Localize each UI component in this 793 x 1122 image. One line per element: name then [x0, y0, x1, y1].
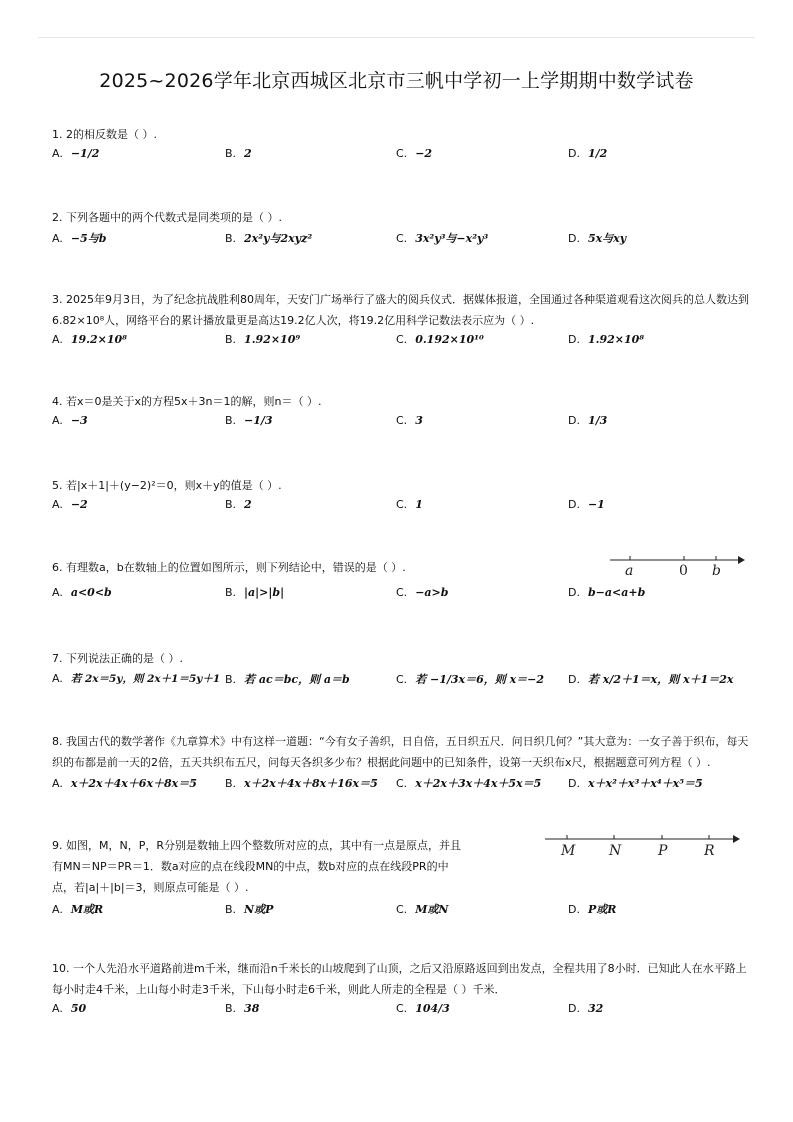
- option-c[interactable]: C. −a>b: [396, 586, 449, 599]
- option-c[interactable]: C. M或N: [396, 903, 449, 916]
- option-value: |a|>|b|: [244, 586, 285, 599]
- option-d[interactable]: D. 1/2: [568, 147, 608, 160]
- option-b[interactable]: B. 2: [225, 498, 252, 511]
- option-value: M或N: [415, 903, 449, 916]
- option-a[interactable]: A. 19.2×10⁸: [52, 333, 127, 346]
- option-value: −5与b: [70, 232, 107, 245]
- question-2: [52, 207, 753, 252]
- option-value: 3: [415, 414, 423, 427]
- option-b[interactable]: B. 2: [225, 147, 252, 160]
- option-a[interactable]: A. 若 2x＝5y，则 2x＋1＝5y＋1: [52, 672, 221, 685]
- option-value: 2: [244, 498, 252, 511]
- option-value: 2x²y与2xyz²: [244, 232, 313, 245]
- question-stem: 4. 若x＝0是关于x的方程5x＋3n＝1的解，则n＝（ ）.: [52, 395, 322, 408]
- option-b[interactable]: B. 1.92×10⁹: [225, 333, 301, 346]
- question-10: [52, 958, 753, 1024]
- option-value: 104/3: [415, 1002, 450, 1015]
- option-b[interactable]: B. x＋2x＋4x＋8x＋16x＝5: [225, 777, 378, 790]
- option-a[interactable]: A. −1/2: [52, 147, 100, 160]
- option-a[interactable]: A. −3: [52, 414, 88, 427]
- option-value: a<0<b: [70, 586, 112, 599]
- option-value: 2: [244, 147, 252, 160]
- option-a[interactable]: A. M或R: [52, 903, 104, 916]
- option-value: 1.92×10⁸: [587, 333, 645, 346]
- option-value: 1: [415, 498, 423, 511]
- question-stem: 7. 下列说法正确的是（ ）.: [52, 652, 183, 665]
- option-value: P或R: [587, 903, 617, 916]
- question-stem: 6. 有理数a，b在数轴上的位置如图所示，则下列结论中，错误的是（ ）.: [52, 561, 406, 574]
- option-d[interactable]: D. b−a<a+b: [568, 586, 646, 599]
- option-d[interactable]: D. P或R: [568, 903, 617, 916]
- options-row: [52, 498, 753, 520]
- question-stem: 5. 若|x＋1|＋(y−2)²＝0，则x＋y的值是（ ）.: [52, 479, 282, 492]
- option-value: 32: [587, 1002, 604, 1015]
- label-m: M: [561, 843, 576, 859]
- question-stem: 3. 2025年9月3日，为了纪念抗战胜利80周年，天安门广场举行了盛大的阅兵仪式．据媒体报道，全国通过各种渠道观看这次阅兵的总人数达到6.82×10⁸人，网络平台的累计播放量更是高达19.2亿人次，将19.2亿用科学记数法表示应为（ ）.: [52, 293, 749, 327]
- option-a[interactable]: A. −5与b: [52, 232, 107, 245]
- question-3: [52, 289, 753, 355]
- question-1: [52, 124, 753, 169]
- option-b[interactable]: B. −1/3: [225, 414, 273, 427]
- label-zero: 0: [679, 563, 688, 579]
- question-stem: 1. 2的相反数是（ ）.: [52, 128, 157, 141]
- option-value: 若 2x＝5y，则 2x＋1＝5y＋1: [70, 673, 221, 685]
- option-c[interactable]: C. 1: [396, 498, 423, 511]
- question-stem: 8. 我国古代的数学著作《九章算术》中有这样一道题：“今有女子善织，日自倍，五日织五尺．问日织几何？”其大意为：一女子善于织布，每天织的布都是前一天的2倍，五天共织布五尺，问每天各织多少布？根据此问题中的已知条件，设第一天织布x尺，根据题意可列方程（ ）.: [52, 735, 749, 769]
- option-c[interactable]: C. 104/3: [396, 1002, 450, 1015]
- option-value: b−a<a+b: [587, 586, 646, 599]
- question-7: [52, 648, 753, 693]
- option-b[interactable]: B. |a|>|b|: [225, 586, 285, 599]
- question-4: [52, 391, 753, 436]
- option-value: 0.192×10¹⁰: [415, 333, 484, 346]
- options-row: [52, 1002, 753, 1024]
- option-value: 19.2×10⁸: [70, 333, 127, 346]
- option-d[interactable]: D. 若 x/2＋1＝x，则 x＋1＝2x: [568, 673, 734, 686]
- label-n: N: [609, 843, 622, 859]
- question-stem: 9. 如图，M，N，P，R分别是数轴上四个整数所对应的点，其中有一点是原点，并且有MN＝NP＝PR＝1．数a对应的点在线段MN的中点，数b对应的点在线段PR的中点，若|a|＋|b|＝3，则原点可能是（ ）.: [52, 839, 461, 894]
- option-a[interactable]: A. a<0<b: [52, 586, 112, 599]
- options-row: [52, 901, 753, 923]
- option-value: x＋2x＋3x＋4x＋5x＝5: [415, 777, 542, 790]
- options-row: [52, 671, 753, 693]
- option-d[interactable]: D. 5x与xy: [568, 232, 627, 245]
- option-b[interactable]: B. 2x²y与2xyz²: [225, 232, 313, 245]
- option-d[interactable]: D. −1: [568, 498, 605, 511]
- label-r: R: [704, 843, 715, 859]
- option-c[interactable]: C. 若 −1/3x＝6，则 x＝−2: [396, 673, 545, 686]
- label-b: b: [712, 563, 721, 579]
- option-value: −2: [70, 498, 88, 511]
- option-value: −a>b: [415, 586, 449, 599]
- axis-arrow-icon: [738, 556, 745, 564]
- options-row: [52, 586, 753, 608]
- option-d[interactable]: D. 1.92×10⁸: [568, 333, 645, 346]
- axis-arrow-icon: [733, 835, 740, 843]
- option-c[interactable]: C. −2: [396, 147, 433, 160]
- option-value: −2: [415, 147, 433, 160]
- option-value: −1/3: [244, 414, 273, 427]
- option-a[interactable]: A. −2: [52, 498, 88, 511]
- header-divider: [38, 37, 755, 38]
- option-d[interactable]: D. 32: [568, 1002, 604, 1015]
- options-row: [52, 147, 753, 169]
- option-value: 38: [244, 1002, 260, 1015]
- option-value: 若 x/2＋1＝x，则 x＋1＝2x: [587, 673, 734, 686]
- options-row: [52, 333, 753, 355]
- option-b[interactable]: B. N或P: [225, 903, 274, 916]
- option-d[interactable]: D. x＋x²＋x³＋x⁴＋x⁵＝5: [568, 777, 703, 790]
- option-value: N或P: [244, 903, 274, 916]
- option-c[interactable]: C. 0.192×10¹⁰: [396, 333, 484, 346]
- question-9-options: [52, 899, 753, 923]
- option-value: 50: [70, 1002, 87, 1015]
- number-line-figure-q6: [608, 550, 748, 580]
- option-value: −3: [70, 414, 88, 427]
- option-a[interactable]: A. x＋2x＋4x＋6x＋8x＝5: [52, 777, 197, 790]
- option-a[interactable]: A. 50: [52, 1002, 87, 1015]
- number-line-figure-q9: [543, 830, 743, 860]
- option-d[interactable]: D. 1/3: [568, 414, 608, 427]
- option-b[interactable]: B. 38: [225, 1002, 260, 1015]
- option-value: 3x²y³与−x²y³: [415, 232, 489, 245]
- option-value: 若 −1/3x＝6，则 x＝−2: [415, 673, 545, 686]
- question-8: [52, 731, 753, 797]
- option-value: 若 ac＝bc，则 a＝b: [244, 673, 350, 686]
- option-c[interactable]: C. 3x²y³与−x²y³: [396, 232, 489, 245]
- option-value: 1/3: [587, 414, 608, 427]
- option-value: x＋2x＋4x＋6x＋8x＝5: [70, 777, 197, 790]
- page-title: 2025~2026学年北京西城区北京市三帆中学初一上学期期中数学试卷: [99, 70, 694, 92]
- options-row: [52, 414, 753, 436]
- option-value: 1.92×10⁹: [244, 333, 301, 346]
- options-row: [52, 230, 753, 252]
- question-5: [52, 475, 753, 520]
- option-value: 1/2: [587, 147, 608, 160]
- option-value: x＋x²＋x³＋x⁴＋x⁵＝5: [587, 777, 703, 790]
- option-value: 5x与xy: [587, 232, 627, 245]
- option-value: M或R: [70, 903, 104, 916]
- label-a: a: [625, 563, 634, 579]
- option-value: x＋2x＋4x＋8x＋16x＝5: [244, 777, 378, 790]
- option-b[interactable]: B. 若 ac＝bc，则 a＝b: [225, 673, 350, 686]
- label-p: P: [658, 843, 668, 859]
- question-stem: 10. 一个人先沿水平道路前进m千米，继而沿n千米长的山坡爬到了山顶，之后又沿原路返回到出发点，全程共用了8小时．已知此人在水平路上每小时走4千米，上山每小时走3千米，下山每小时走6千米，则此人所走的全程是（ ）千米．: [52, 962, 747, 996]
- question-stem: 2. 下列各题中的两个代数式是同类项的是（ ）.: [52, 211, 282, 224]
- option-c[interactable]: C. x＋2x＋3x＋4x＋5x＝5: [396, 777, 542, 790]
- option-c[interactable]: C. 3: [396, 414, 423, 427]
- options-row: [52, 775, 753, 797]
- option-value: −1: [587, 498, 605, 511]
- option-value: −1/2: [70, 147, 100, 160]
- question-9: [52, 835, 463, 898]
